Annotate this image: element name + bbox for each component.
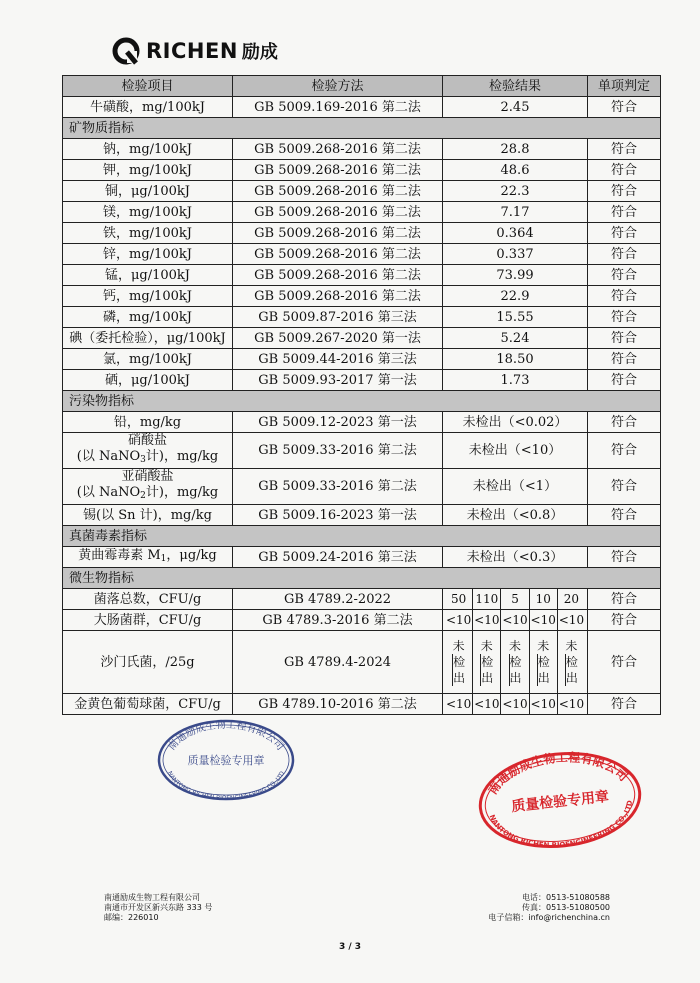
row-item: 锡(以 Sn 计)，mg/kg <box>63 505 233 526</box>
table-row <box>63 412 661 433</box>
row-method: GB 5009.268-2016 第二法 <box>233 223 443 244</box>
row-item <box>63 433 233 469</box>
footer-contact-info <box>488 893 610 923</box>
row-method: GB 5009.268-2016 第二法 <box>233 181 443 202</box>
row-result: 15.55 <box>443 307 588 328</box>
section-title: 矿物质指标 <box>63 118 661 139</box>
quality-seal-blue <box>156 718 296 802</box>
inspection-results-table <box>62 75 661 715</box>
row-result-5: <10 <10 <10 <10 <10 <box>443 694 588 715</box>
row-judge: 符合 <box>588 433 661 469</box>
row-result: 2.45 <box>443 97 588 118</box>
row-judge: 符合 <box>588 160 661 181</box>
header-result: 检验结果 <box>443 76 588 97</box>
item-line1: 亚硝酸盐 <box>121 469 174 484</box>
table-row <box>63 433 661 469</box>
svg-text:南通励成生物工程有限公司: 南通励成生物工程有限公司 <box>485 750 631 798</box>
row-method: GB 4789.2-2022 <box>233 589 443 610</box>
row-item: 磷，mg/100kJ <box>63 307 233 328</box>
table-row <box>63 244 661 265</box>
section-row-contaminants <box>63 391 661 412</box>
section-row-microbes <box>63 568 661 589</box>
row-judge: 符合 <box>588 328 661 349</box>
row-result: 未检出（<0.3） <box>443 547 588 568</box>
row-result: 18.50 <box>443 349 588 370</box>
row-judge: 符合 <box>588 412 661 433</box>
row-item: 锰，μg/100kJ <box>63 265 233 286</box>
row-judge: 符合 <box>588 694 661 715</box>
row-item: 铁，mg/100kJ <box>63 223 233 244</box>
svg-text:质量检验专用章: 质量检验专用章 <box>510 788 610 816</box>
row-method: GB 5009.24-2016 第三法 <box>233 547 443 568</box>
row-result-5: 50 110 5 10 20 <box>443 589 588 610</box>
row-result-5: <10 <10 <10 <10 <10 <box>443 610 588 631</box>
header-item: 检验项目 <box>63 76 233 97</box>
table-row <box>63 223 661 244</box>
table-row <box>63 469 661 505</box>
row-item: 铅，mg/kg <box>63 412 233 433</box>
svg-text:NANTONG RICHEN BIOENGINEERING: NANTONG RICHEN BIOENGINEERING CO.,LTD <box>487 799 635 850</box>
row-item: 沙门氏菌，/25g <box>63 631 233 694</box>
row-item: 钾，mg/100kJ <box>63 160 233 181</box>
table-row <box>63 631 661 694</box>
table-row <box>63 139 661 160</box>
svg-text:南通励成生物工程有限公司: 南通励成生物工程有限公司 <box>166 719 286 753</box>
table-row <box>63 328 661 349</box>
row-item: 镁，mg/100kJ <box>63 202 233 223</box>
row-item: 黄曲霉毒素 $M_1$，μg/kg <box>63 547 233 568</box>
row-method: GB 5009.16-2023 第一法 <box>233 505 443 526</box>
row-judge: 符合 <box>588 286 661 307</box>
row-method: GB 5009.268-2016 第二法 <box>233 286 443 307</box>
page-number: 3 / 3 <box>338 942 362 952</box>
row-result: 7.17 <box>443 202 588 223</box>
row-judge: 符合 <box>588 547 661 568</box>
row-method: GB 5009.33-2016 第二法 <box>233 433 443 469</box>
row-judge: 符合 <box>588 202 661 223</box>
row-result: 0.337 <box>443 244 588 265</box>
row-result: 未检出（<0.02） <box>443 412 588 433</box>
row-result: 28.8 <box>443 139 588 160</box>
row-method: GB 5009.268-2016 第二法 <box>233 202 443 223</box>
table-row <box>63 97 661 118</box>
table-row <box>63 589 661 610</box>
table-row <box>63 370 661 391</box>
row-method: GB 5009.33-2016 第二法 <box>233 469 443 505</box>
row-result: 48.6 <box>443 160 588 181</box>
row-method: GB 4789.4-2024 <box>233 631 443 694</box>
row-item: 氯，mg/100kJ <box>63 349 233 370</box>
logo-cn: 励成 <box>241 42 278 63</box>
logo-mark-icon <box>112 37 140 65</box>
svg-text:质量检验专用章: 质量检验专用章 <box>187 754 265 767</box>
row-result: 1.73 <box>443 370 588 391</box>
row-item: 金黄色葡萄球菌，CFU/g <box>63 694 233 715</box>
svg-text:NANTONG RICHEN BIOENGINEERING: NANTONG RICHEN BIOENGINEERING CO.,LTD <box>165 770 287 802</box>
row-judge: 符合 <box>588 181 661 202</box>
row-judge: 符合 <box>588 505 661 526</box>
row-item <box>63 469 233 505</box>
row-result: 未检出（<0.8） <box>443 505 588 526</box>
table-row <box>63 202 661 223</box>
section-row-minerals <box>63 118 661 139</box>
footer-email: 电子信箱：info@richenchina.cn <box>488 913 610 922</box>
row-method: GB 5009.169-2016 第二法 <box>233 97 443 118</box>
row-judge: 符合 <box>588 631 661 694</box>
row-method: GB 5009.268-2016 第二法 <box>233 139 443 160</box>
row-item: 大肠菌群，CFU/g <box>63 610 233 631</box>
row-method: GB 4789.3-2016 第二法 <box>233 610 443 631</box>
row-result: 22.9 <box>443 286 588 307</box>
row-method: GB 5009.268-2016 第二法 <box>233 265 443 286</box>
row-judge: 符合 <box>588 223 661 244</box>
company-logo <box>112 34 278 68</box>
section-row-mycotoxins <box>63 526 661 547</box>
table-row <box>63 547 661 568</box>
section-title: 污染物指标 <box>63 391 661 412</box>
header-judge: 单项判定 <box>588 76 661 97</box>
table-row <box>63 349 661 370</box>
row-method: GB 5009.12-2023 第一法 <box>233 412 443 433</box>
row-item: 钙，mg/100kJ <box>63 286 233 307</box>
row-judge: 符合 <box>588 589 661 610</box>
row-item: 钠，mg/100kJ <box>63 139 233 160</box>
footer-company: 南通励成生物工程有限公司 <box>104 893 200 902</box>
footer-phone: 电话：0513-51080588 <box>522 893 610 902</box>
table-header-row <box>63 76 661 97</box>
section-title: 微生物指标 <box>63 568 661 589</box>
footer-postcode: 邮编：226010 <box>104 913 159 922</box>
row-method: GB 5009.267-2020 第一法 <box>233 328 443 349</box>
row-result: 73.99 <box>443 265 588 286</box>
table-row <box>63 265 661 286</box>
row-judge: 符合 <box>588 307 661 328</box>
footer-address: 南通市开发区新兴东路 333 号 <box>104 903 213 912</box>
item-line2: (以 NaNO$_2$计)，mg/kg <box>76 485 219 501</box>
header-method: 检验方法 <box>233 76 443 97</box>
row-item: 锌，mg/100kJ <box>63 244 233 265</box>
row-judge: 符合 <box>588 97 661 118</box>
row-judge: 符合 <box>588 469 661 505</box>
quality-seal-red <box>476 750 644 850</box>
table-row <box>63 610 661 631</box>
footer-fax: 传真：0513-51080500 <box>522 903 610 912</box>
row-method: GB 5009.268-2016 第二法 <box>233 160 443 181</box>
row-method: GB 5009.44-2016 第三法 <box>233 349 443 370</box>
row-method: GB 5009.93-2017 第一法 <box>233 370 443 391</box>
row-result: 22.3 <box>443 181 588 202</box>
row-result: 5.24 <box>443 328 588 349</box>
section-title: 真菌毒素指标 <box>63 526 661 547</box>
row-result: 未检出（<10） <box>443 433 588 469</box>
table-row <box>63 505 661 526</box>
row-item: 菌落总数，CFU/g <box>63 589 233 610</box>
row-judge: 符合 <box>588 610 661 631</box>
row-item: 铜，μg/100kJ <box>63 181 233 202</box>
footer-company-info <box>104 893 212 923</box>
item-line2: (以 NaNO$_3$计)，mg/kg <box>76 449 219 465</box>
row-result: 未检出（<1） <box>443 469 588 505</box>
table-row <box>63 160 661 181</box>
row-item: 碘（委托检验），μg/100kJ <box>63 328 233 349</box>
table-row <box>63 307 661 328</box>
item-line1: 硝酸盐 <box>127 433 167 448</box>
row-judge: 符合 <box>588 370 661 391</box>
row-judge: 符合 <box>588 244 661 265</box>
table-row <box>63 694 661 715</box>
table-row <box>63 181 661 202</box>
row-result: 0.364 <box>443 223 588 244</box>
row-method: GB 5009.87-2016 第三法 <box>233 307 443 328</box>
row-item: 硒，μg/100kJ <box>63 370 233 391</box>
row-judge: 符合 <box>588 349 661 370</box>
row-method: GB 4789.10-2016 第二法 <box>233 694 443 715</box>
row-item: 牛磺酸，mg/100kJ <box>63 97 233 118</box>
row-method: GB 5009.268-2016 第二法 <box>233 244 443 265</box>
row-judge: 符合 <box>588 265 661 286</box>
row-judge: 符合 <box>588 139 661 160</box>
logo-text: RICHEN <box>146 39 238 63</box>
table-row <box>63 286 661 307</box>
row-result-5: 未 检 出 未 检 出 未 检 出 未 检 出 未 检 出 <box>443 631 588 694</box>
